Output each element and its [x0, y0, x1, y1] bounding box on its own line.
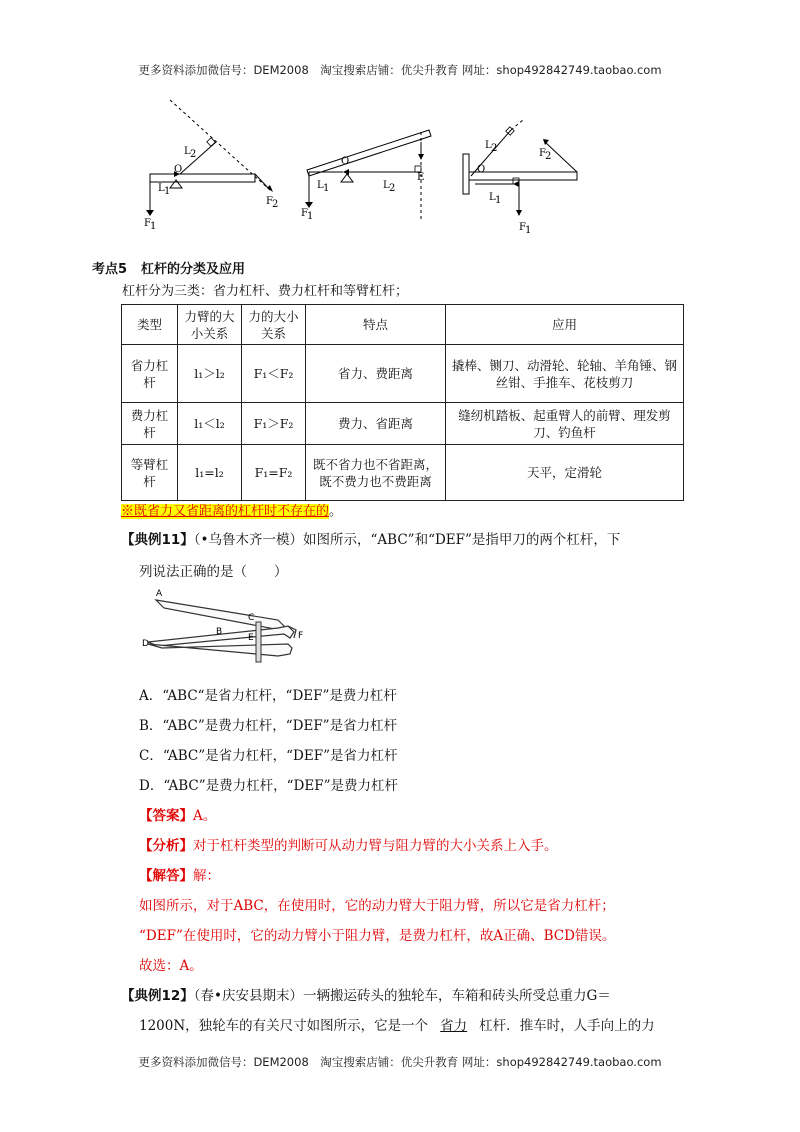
clipper-label-a: A	[156, 589, 163, 599]
lever-diagram-3	[463, 120, 577, 236]
lever-diagram-2	[301, 130, 431, 222]
label-l1: L	[158, 183, 165, 194]
table-row	[122, 445, 684, 501]
example-12-label: 【典例12】	[121, 988, 194, 1004]
section-number: 考点5	[92, 262, 128, 277]
label-f1: F	[144, 218, 151, 229]
solution-line-3: 故选：A。	[139, 958, 203, 974]
example-12-blank-answer: 省力	[440, 1018, 468, 1034]
warning-note-end: 。	[329, 504, 343, 519]
svg-text:2: 2	[491, 143, 498, 154]
solution-lead: 解：	[193, 868, 220, 884]
table-cell: 等臂杠杆	[122, 445, 178, 501]
solution-line	[139, 866, 220, 886]
table-cell: l₁＜l₂	[178, 403, 242, 445]
example-11-question-line1: 如图所示，“ABC”和“DEF”是指甲刀的两个杠杆，下	[303, 532, 621, 548]
label-f1-2: F	[301, 208, 308, 219]
svg-text:2: 2	[272, 199, 279, 210]
label-o-3: O	[477, 164, 486, 175]
clipper-label-d: D	[142, 639, 149, 649]
table-header: 力的大小关系	[242, 305, 306, 345]
table-cell: F₁＞F₂	[242, 403, 306, 445]
table-header: 特点	[306, 305, 446, 345]
label-l1-3: L	[489, 192, 496, 203]
example-11-source: （•乌鲁木齐一模）	[193, 532, 304, 548]
option-c: C．“ABC”是省力杠杆，“DEF”是省力杠杆	[139, 748, 398, 764]
example-11-question-line2: 列说法正确的是（ ）	[139, 564, 288, 580]
table-cell: l₁＞l₂	[178, 345, 242, 403]
svg-text:2: 2	[190, 149, 197, 160]
label-o: O	[174, 164, 183, 175]
table-cell: 费力杠杆	[122, 403, 178, 445]
clipper-label-f: F	[298, 631, 304, 641]
label-l2-2: L	[383, 180, 390, 191]
label-l2-3: L	[485, 140, 492, 151]
example-12-line2-b: 杠杆．推车时，人手向上的力	[479, 1018, 655, 1034]
table-header: 应用	[446, 305, 684, 345]
option-b: B．“ABC”是费力杠杆，“DEF”是省力杠杆	[139, 718, 398, 734]
section-title	[92, 258, 259, 277]
table-cell: F₁＜F₂	[242, 345, 306, 403]
nail-clipper-figure	[138, 586, 308, 672]
table-cell: 省力杠杆	[122, 345, 178, 403]
table-row	[122, 345, 684, 403]
table-cell: F₁=F₂	[242, 445, 306, 501]
table-cell: l₁=l₂	[178, 445, 242, 501]
svg-text:2: 2	[389, 183, 396, 194]
example-11-label: 【典例11】	[121, 532, 194, 548]
warning-note	[121, 500, 342, 519]
table-cell: 既不省力也不省距离，既不费力也不费距离	[306, 445, 446, 501]
option-a: A．“ABC“是省力杠杆，“DEF”是费力杠杆	[139, 688, 397, 704]
svg-text:1: 1	[164, 186, 171, 197]
solution-tag: 【解答】	[139, 868, 193, 884]
section-intro: 杠杆分为三类：省力杠杆、费力杠杆和等臂杠杆；	[122, 284, 409, 299]
lever-diagram-1	[144, 100, 278, 232]
lever-arm-diagrams	[130, 92, 690, 252]
example-12-question	[121, 986, 691, 1006]
table-cell: 撬棒、铡刀、动滑轮、轮轴、羊角锤、钢丝钳、手推车、花枝剪刀	[446, 345, 684, 403]
warning-note-text: ※既省力又省距离的杠杆时不存在的	[121, 504, 330, 519]
example-11-question	[121, 530, 691, 550]
svg-text:2: 2	[545, 151, 552, 162]
svg-text:1: 1	[525, 225, 532, 236]
svg-text:1: 1	[307, 211, 314, 222]
analysis-line	[139, 836, 558, 856]
table-header: 力臂的大小关系	[178, 305, 242, 345]
table-header-row	[122, 305, 684, 345]
solution-line-2: “DEF”在使用时，它的动力臂小于阻力臂，是费力杠杆，故A正确、BCD错误。	[139, 928, 616, 944]
clipper-label-b: B	[216, 627, 223, 637]
option-d: D．“ABC”是费力杠杆，“DEF”是费力杠杆	[139, 778, 398, 794]
label-o-2: O	[341, 156, 350, 167]
answer-tag: 【答案】	[139, 808, 193, 824]
label-f2: F	[266, 196, 273, 207]
label-f1-3: F	[519, 222, 526, 233]
page-footer: 更多资料添加微信号：DEM2008 淘宝搜索店铺：优尖升教育 网址：shop492842749.taobao.com	[138, 1055, 662, 1069]
analysis-tag: 【分析】	[139, 838, 193, 854]
page-header: 更多资料添加微信号：DEM2008 淘宝搜索店铺：优尖升教育 网址：shop492842749.taobao.com	[138, 63, 662, 77]
label-f2-3: F	[539, 148, 546, 159]
table-cell: 天平，定滑轮	[446, 445, 684, 501]
table-cell: 费力、省距离	[306, 403, 446, 445]
label-l1-2: L	[317, 180, 324, 191]
analysis-text: 对于杠杆类型的判断可从动力臂与阻力臂的大小关系上入手。	[193, 838, 558, 854]
table-cell: 省力、费距离	[306, 345, 446, 403]
answer-text: A。	[193, 808, 217, 824]
example-12-line2	[139, 1016, 699, 1036]
section-title-text: 杠杆的分类及应用	[141, 262, 246, 277]
example-12-line1: （春•庆安县期末）一辆搬运砖头的独轮车，车箱和砖头所受总重力G＝	[193, 988, 611, 1004]
table-header: 类型	[122, 305, 178, 345]
svg-text:1: 1	[323, 183, 330, 194]
table-cell: 缝纫机踏板、起重臂人的前臂、理发剪刀、钓鱼杆	[446, 403, 684, 445]
answer-line	[139, 806, 216, 826]
solution-line-1: 如图所示，对于ABC，在使用时，它的动力臂大于阻力臂，所以它是省力杠杆；	[139, 898, 615, 914]
label-l2: L	[184, 146, 191, 157]
label-e: E	[417, 172, 425, 183]
clipper-label-c: C	[248, 613, 255, 623]
example-12-line2-a: 1200N，独轮车的有关尺寸如图所示，它是一个	[139, 1018, 429, 1034]
svg-text:1: 1	[150, 221, 157, 232]
table-row	[122, 403, 684, 445]
svg-text:1: 1	[495, 195, 502, 206]
clipper-label-e: E	[248, 633, 254, 643]
lever-classification-table	[121, 304, 684, 501]
